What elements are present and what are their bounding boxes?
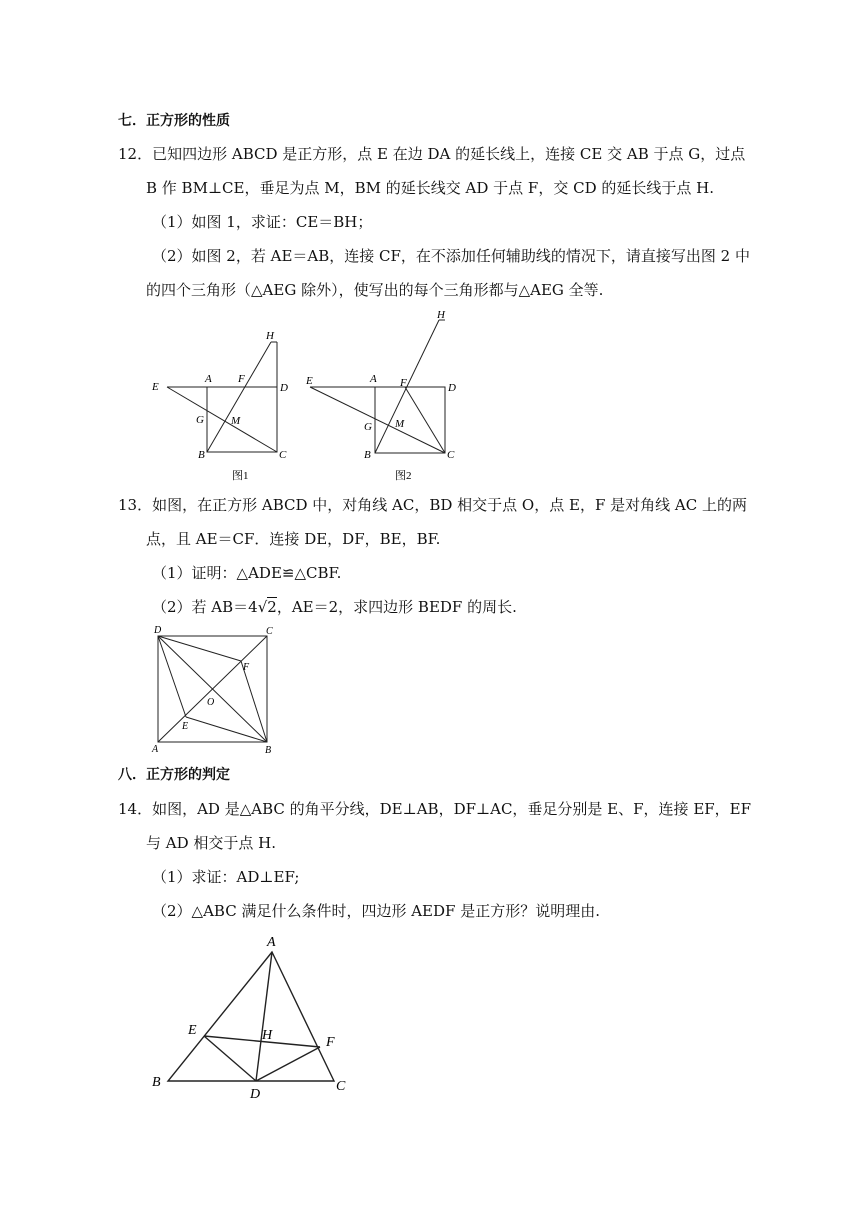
fig2-label-D: D [448, 382, 456, 394]
q13-sub1: （1）证明：△ADE≌△CBF. [152, 564, 342, 582]
q13-label-F: F [243, 662, 250, 673]
fig1-label-F: F [238, 373, 245, 385]
q12-sub2-line1: （2）如图 2，若 AE＝AB，连接 CF，在不添加任何辅助线的情况下，请直接写出图 2 中 [152, 247, 750, 265]
q12-figure-1 [140, 320, 300, 485]
fig2-label-G: G [364, 421, 372, 433]
q14-label-E: E [188, 1023, 197, 1038]
fig2-label-M: M [395, 418, 405, 430]
q12-text-line1: 12．已知四边形 ABCD 是正方形，点 E 在边 DA 的延长线上，连接 CE 交 AB 于点 G，过点 [118, 145, 746, 163]
q13-sub2 [152, 597, 860, 617]
fig2-label-B: B [364, 449, 371, 461]
q13-label-A: A [152, 744, 159, 755]
q14-label-B: B [152, 1075, 161, 1090]
q13-label-O: O [207, 697, 215, 708]
section-heading-7: 七．正方形的性质 [118, 113, 230, 129]
fig2-label-F: F [400, 377, 407, 389]
q13-figure [146, 622, 286, 758]
q14-label-A: A [267, 935, 276, 950]
q13-sub2-prefix: （2）若 AB＝4 [152, 598, 258, 616]
q14-label-D: D [250, 1087, 261, 1100]
q13-label-D: D [154, 625, 162, 636]
fig1-label-E: E [152, 381, 159, 393]
fig1-label-H: H [266, 330, 274, 342]
q12-sub2-line2: 的四个三角形（△AEG 除外），使写出的每个三角形都与△AEG 全等. [146, 281, 604, 299]
fig1-label-A: A [205, 373, 212, 385]
fig2-label-H: H [437, 309, 445, 321]
q12-figure-2 [300, 306, 470, 486]
q14-label-C: C [336, 1079, 346, 1094]
q13-label-E: E [182, 721, 189, 732]
fig1-label-M: M [231, 415, 241, 427]
fig2-label-A: A [370, 373, 377, 385]
q13-sub2-radicand: 2 [267, 598, 277, 616]
fig1-caption: 图1 [232, 470, 249, 482]
q13-sub2-suffix: ，AE＝2，求四边形 BEDF 的周长. [276, 598, 517, 616]
fig2-label-E: E [306, 375, 313, 387]
q14-label-H: H [262, 1028, 273, 1043]
q14-text-line2: 与 AD 相交于点 H. [146, 834, 277, 852]
q13-label-B: B [265, 745, 272, 756]
q14-label-F: F [326, 1035, 335, 1050]
q12-sub1: （1）如图 1，求证：CE＝BH； [152, 213, 373, 231]
q14-figure [148, 930, 358, 1100]
section-heading-8: 八．正方形的判定 [118, 767, 230, 783]
q14-text-line1: 14．如图，AD 是△ABC 的角平分线，DE⊥AB，DF⊥AC，垂足分别是 E、F，连接 EF，EF [118, 800, 752, 818]
fig2-caption: 图2 [395, 470, 412, 482]
fig1-label-G: G [196, 414, 204, 426]
fig1-label-C: C [279, 449, 287, 461]
fig2-label-C: C [447, 449, 455, 461]
q13-label-C: C [266, 626, 273, 637]
fig1-label-D: D [280, 382, 288, 394]
q14-sub1: （1）求证：AD⊥EF; [152, 868, 300, 886]
q13-text-line2: 点，且 AE＝CF．连接 DE，DF，BE，BF. [146, 530, 441, 548]
fig1-label-B: B [198, 449, 205, 461]
q14-sub2: （2）△ABC 满足什么条件时，四边形 AEDF 是正方形？说明理由. [152, 902, 600, 920]
q13-text-line1: 13．如图，在正方形 ABCD 中，对角线 AC，BD 相交于点 O，点 E，F 是对角线 AC 上的两 [118, 496, 747, 514]
sqrt-symbol: √ [257, 598, 268, 616]
q12-text-line2: B 作 BM⊥CE，垂足为点 M，BM 的延长线交 AD 于点 F，交 CD 的延长线于点 H. [146, 179, 714, 197]
